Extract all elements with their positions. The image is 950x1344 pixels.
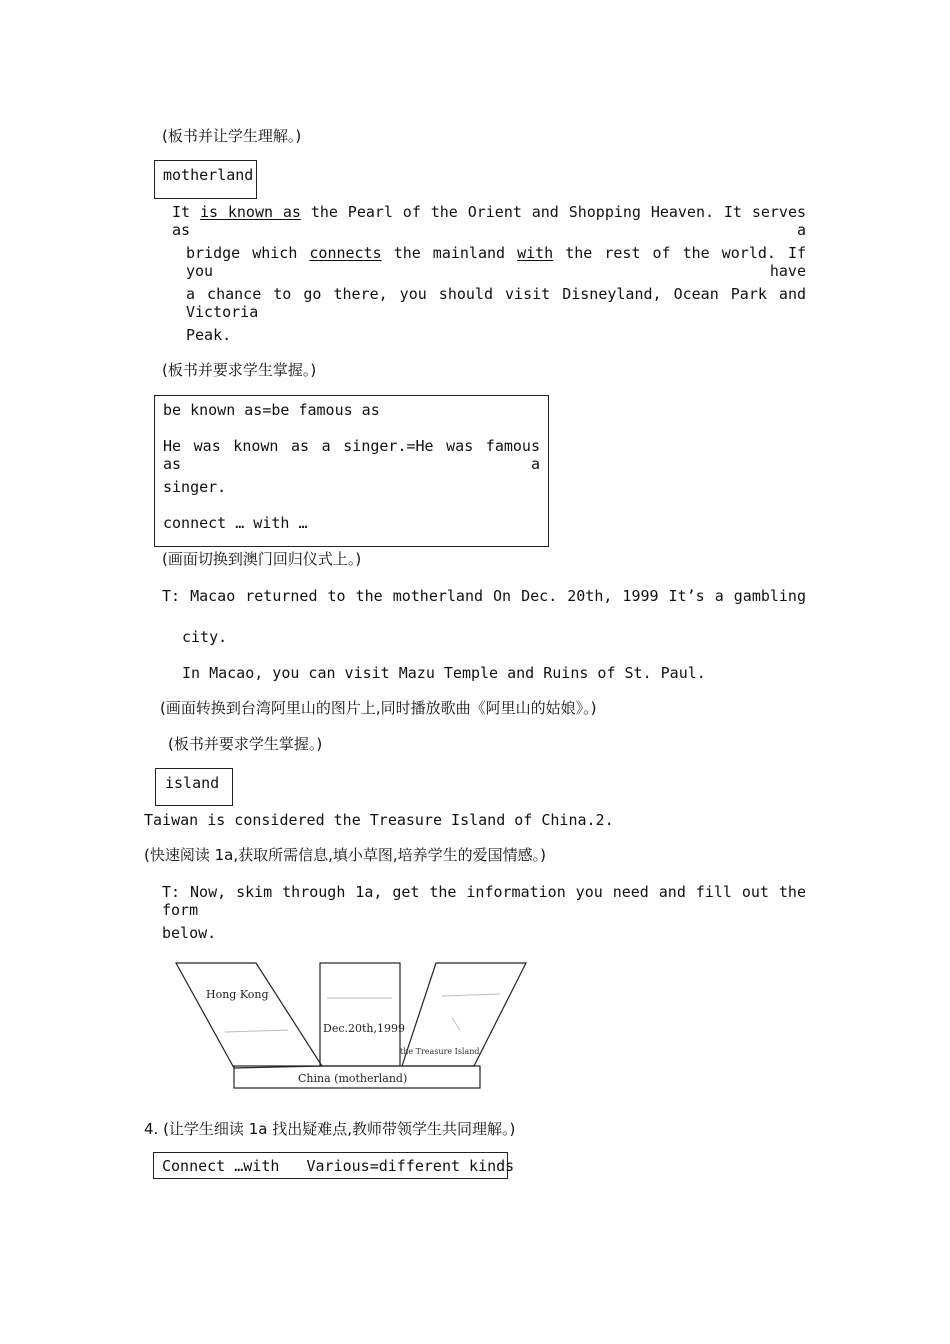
diagram-treasure-label: the Treasure Island	[400, 1047, 480, 1056]
box-motherland-text: motherland	[163, 166, 254, 184]
date-panel	[320, 963, 400, 1066]
with-underline: with	[517, 244, 554, 262]
form-diagram	[170, 958, 532, 1094]
box-connect-text: Connect …with Various=different kinds	[162, 1157, 515, 1175]
box-known-l2: He was known as a singer.=He was famous as a	[163, 437, 540, 473]
note-5: (板书并要求学生掌握。)	[168, 735, 323, 753]
connects-underline: connects	[309, 244, 382, 262]
box-known-l1: be known as=be famous as	[163, 401, 380, 419]
hk-line-4: Peak.	[186, 326, 232, 344]
diagram-date-label: Dec.20th,1999	[323, 1022, 405, 1035]
hk-panel	[176, 963, 322, 1068]
box-island-text: island	[165, 774, 220, 792]
macao-line-2: city.	[182, 628, 228, 646]
skim-line-2: below.	[162, 924, 217, 942]
note-6: (快速阅读 1a,获取所需信息,填小草图,培养学生的爱国情感。)	[144, 846, 547, 864]
hk-line-1: It is known as the Pearl of the Orient and Shopping Heaven. It serves as a	[172, 203, 807, 239]
box-known-l4: connect … with …	[163, 514, 308, 532]
note-7: 4. (让学生细读 1a 找出疑难点,教师带领学生共同理解。)	[144, 1120, 516, 1138]
note-3: (画面切换到澳门回归仪式上。)	[162, 550, 362, 568]
box-known-l3: singer.	[163, 478, 227, 496]
hk-line-2: bridge which connects the mainland with the rest of the world. If you have	[186, 244, 807, 280]
box-island	[155, 768, 233, 806]
skim-line-1: T: Now, skim through 1a, get the information you need and fill out the form	[162, 883, 806, 919]
diagram-china-label: China (motherland)	[298, 1072, 408, 1085]
box-connect-various	[153, 1152, 515, 1179]
known-as-underline: is known as	[199, 203, 301, 221]
box-motherland	[154, 160, 257, 199]
note-1: (板书并让学生理解。)	[162, 127, 302, 145]
note-2: (板书并要求学生掌握。)	[162, 361, 317, 379]
hk-line-3: a chance to go there, you should visit Disneyland, Ocean Park and Victoria	[186, 285, 806, 321]
macao-line-1: T: Macao returned to the motherland On Dec. 20th, 1999 It’s a gambling	[162, 587, 806, 605]
macao-line-3: In Macao, you can visit Mazu Temple and Ruins of St. Paul.	[182, 664, 706, 682]
taiwan-line: Taiwan is considered the Treasure Island of China.2.	[144, 811, 614, 829]
diagram-hk-label: Hong Kong	[206, 988, 269, 1001]
box-known-as	[154, 395, 549, 547]
note-4: (画面转换到台湾阿里山的图片上,同时播放歌曲《阿里山的姑娘》。)	[160, 699, 597, 717]
